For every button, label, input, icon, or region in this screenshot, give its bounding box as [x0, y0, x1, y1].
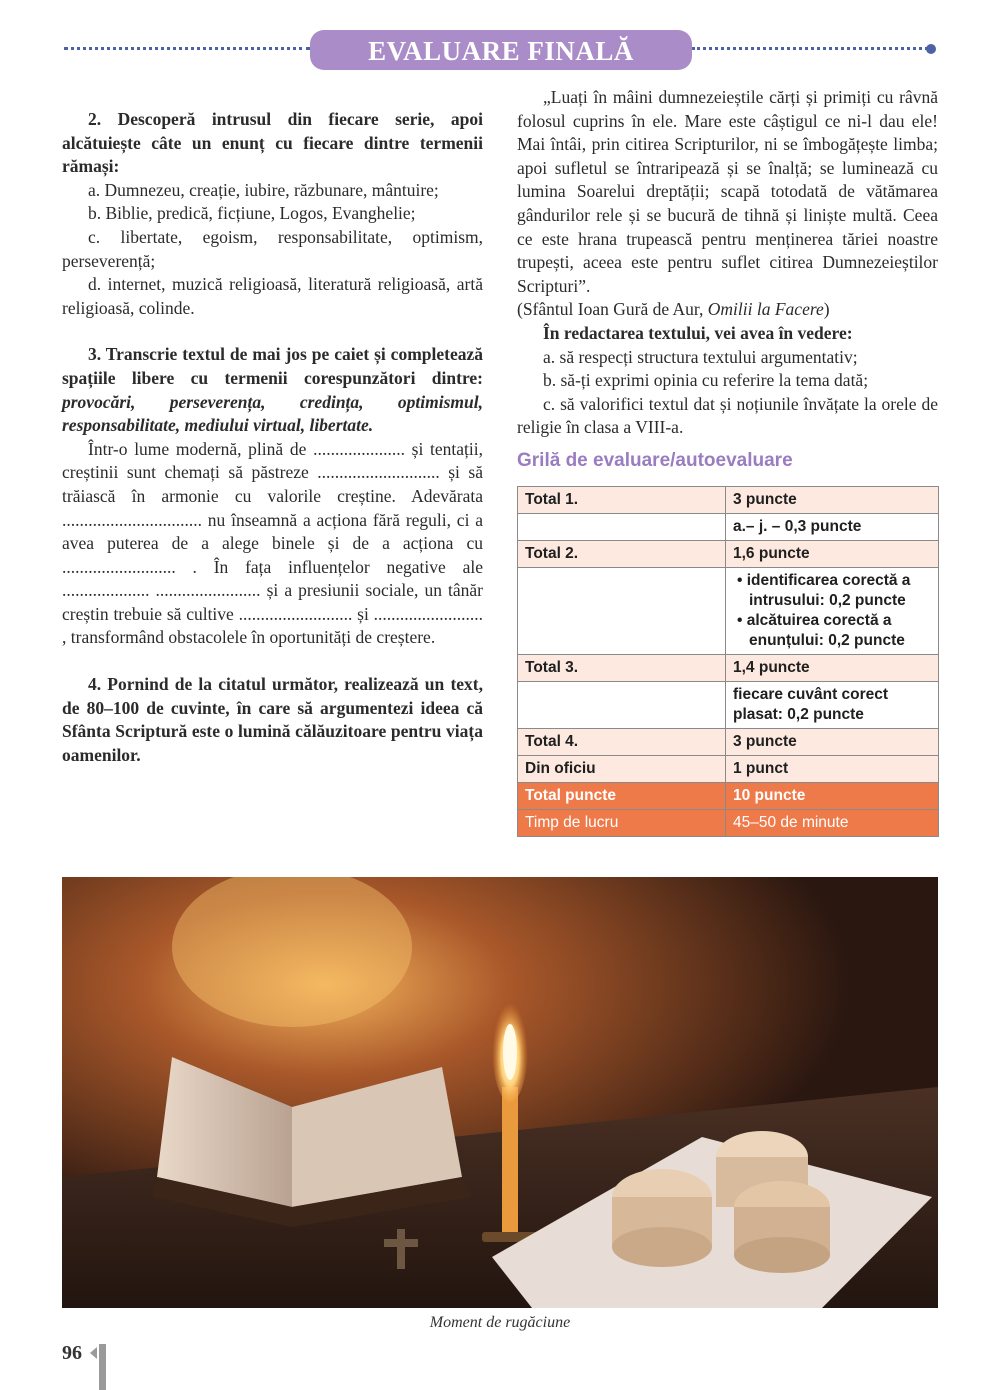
row-points: 10 puncte	[726, 783, 939, 810]
table-row	[518, 541, 939, 568]
row-points: 1 punct	[726, 756, 939, 783]
table-row	[518, 568, 939, 655]
cross-pendant	[397, 1229, 405, 1269]
candle	[502, 1087, 518, 1237]
requirement-a: a. să respecți structura textului argumentativ;	[543, 346, 858, 367]
quote-text: „Luați în mâini dumnezeieștile cărți și primiți cu râvnă folosul cuprins în ele. Mare este câștigul ce ni-l dau ele! Mai întâi, prin citirea Scripturilor, ni se îmbogățește limba; apoi sufletul se întraripează și se înalță; se luminează cu lumina Soarelui dreptății; scapă totodată de vătămarea gândurilor rele și se bucură de tihnă și liniște multă. Ceea ce este hrana trupească pentru menținerea tăriei noastre trupești, aceea este pentru suflet citirea Dumnezeieștilor Scripturi”.	[517, 87, 938, 296]
row-points: 1,6 puncte	[726, 541, 939, 568]
grading-table	[517, 486, 939, 837]
row-detail: a.– j. – 0,3 puncte	[726, 514, 939, 541]
question-3-terms: provocări, perseverența, credința, optimismul, responsabilitate, mediului virtual, libertate.	[62, 391, 483, 436]
table-row-total	[518, 783, 939, 810]
row-label: Din oficiu	[518, 756, 726, 783]
row-label: Timp de lucru	[518, 810, 726, 837]
candle-book-illustration	[62, 877, 938, 1308]
row-points: 3 puncte	[726, 729, 939, 756]
right-column	[517, 86, 938, 440]
page-title: EVALUARE FINALĂ	[310, 30, 692, 70]
requirement-c: c. să valorifici textul dat și noțiunile învățate la orele de religie în clasa a VIII-a.	[517, 393, 938, 438]
detail-bullet: • identificarea corectă a intrusului: 0,2 puncte	[733, 571, 931, 611]
detail-bullet: • alcătuirea corectă a enunțului: 0,2 puncte	[733, 611, 931, 651]
row-points: 45–50 de minute	[726, 810, 939, 837]
question-2-item-c: c. libertate, egoism, responsabilitate, optimism, perseverență;	[62, 226, 483, 271]
row-label: Total 1.	[518, 487, 726, 514]
question-2-prompt: 2. Descoperă intrusul din fiecare serie, apoi alcătuiește câte un enunț cu fiecare dintre termenii rămași:	[62, 109, 483, 177]
table-row-time	[518, 810, 939, 837]
page-marker-bar	[99, 1344, 106, 1390]
quote-source-end: )	[823, 299, 830, 320]
table-row	[518, 655, 939, 682]
photo-caption: Moment de rugăciune	[429, 1314, 571, 1331]
quote-work: Omilii la Facere	[707, 299, 824, 320]
quote-author: (Sfântul Ioan Gură de Aur,	[517, 299, 708, 320]
left-column	[62, 108, 483, 767]
table-row	[518, 729, 939, 756]
header-dot	[926, 44, 936, 54]
table-row	[518, 487, 939, 514]
row-label: Total 4.	[518, 729, 726, 756]
question-2-item-d: d. internet, muzică religioasă, literatură religioasă, artă religioasă, colinde.	[62, 274, 483, 318]
row-points: 3 puncte	[726, 487, 939, 514]
row-label: Total 2.	[518, 541, 726, 568]
row-label: Total 3.	[518, 655, 726, 682]
question-3-text: Într-o lume modernă, plină de ..................... și tentații, creștinii sunt chemați să păstreze ............................ și să trăiască în armonie cu valorile creștine. Adevărata ................................ nu înseamnă a acționa fără reguli, ci a avea puterea de a alege binele și de a acționa cu .......................... . În fața influențelor negative ale .................... ........................ și a presiunii sociale, un tânăr creștin trebuie să cultive .......................... și ......................... , transformând obstacolele în oportunități de creștere.	[62, 438, 483, 648]
question-2-item-b: b. Biblie, predică, ficțiune, Logos, Evanghelie;	[88, 203, 416, 224]
row-detail	[726, 568, 939, 655]
question-4-prompt: 4. Pornind de la citatul următor, realizează un text, de 80–100 de cuvinte, în care să argumentezi ideea că Sfânta Scriptură este o lumină călăuzitoare pentru viața oamenilor.	[62, 674, 483, 765]
page-number: 96	[62, 1342, 82, 1364]
question-2-item-a: a. Dumnezeu, creație, iubire, răzbunare, mântuire;	[88, 179, 439, 200]
grid-title: Grilă de evaluare/autoevaluare	[517, 450, 793, 471]
question-3-prompt	[62, 343, 483, 437]
quote-source	[517, 298, 938, 322]
row-label: Total puncte	[518, 783, 726, 810]
prayer-photo	[62, 877, 938, 1308]
question-3-instruction: 3. Transcrie textul de mai jos pe caiet și completează spațiile libere cu termenii corespunzători dintre:	[62, 344, 483, 388]
requirement-b: b. să-ți exprimi opinia cu referire la tema dată;	[543, 370, 869, 391]
table-row	[518, 756, 939, 783]
table-row	[518, 682, 939, 729]
header-dotted-line-left	[64, 47, 310, 50]
row-points: 1,4 puncte	[726, 655, 939, 682]
page-arrow-icon	[90, 1347, 97, 1359]
table-row	[518, 514, 939, 541]
header-dotted-line-right	[692, 47, 928, 50]
row-detail: fiecare cuvânt corect plasat: 0,2 puncte	[726, 682, 939, 729]
requirements-title: În redactarea textului, vei avea în vedere:	[543, 322, 853, 343]
